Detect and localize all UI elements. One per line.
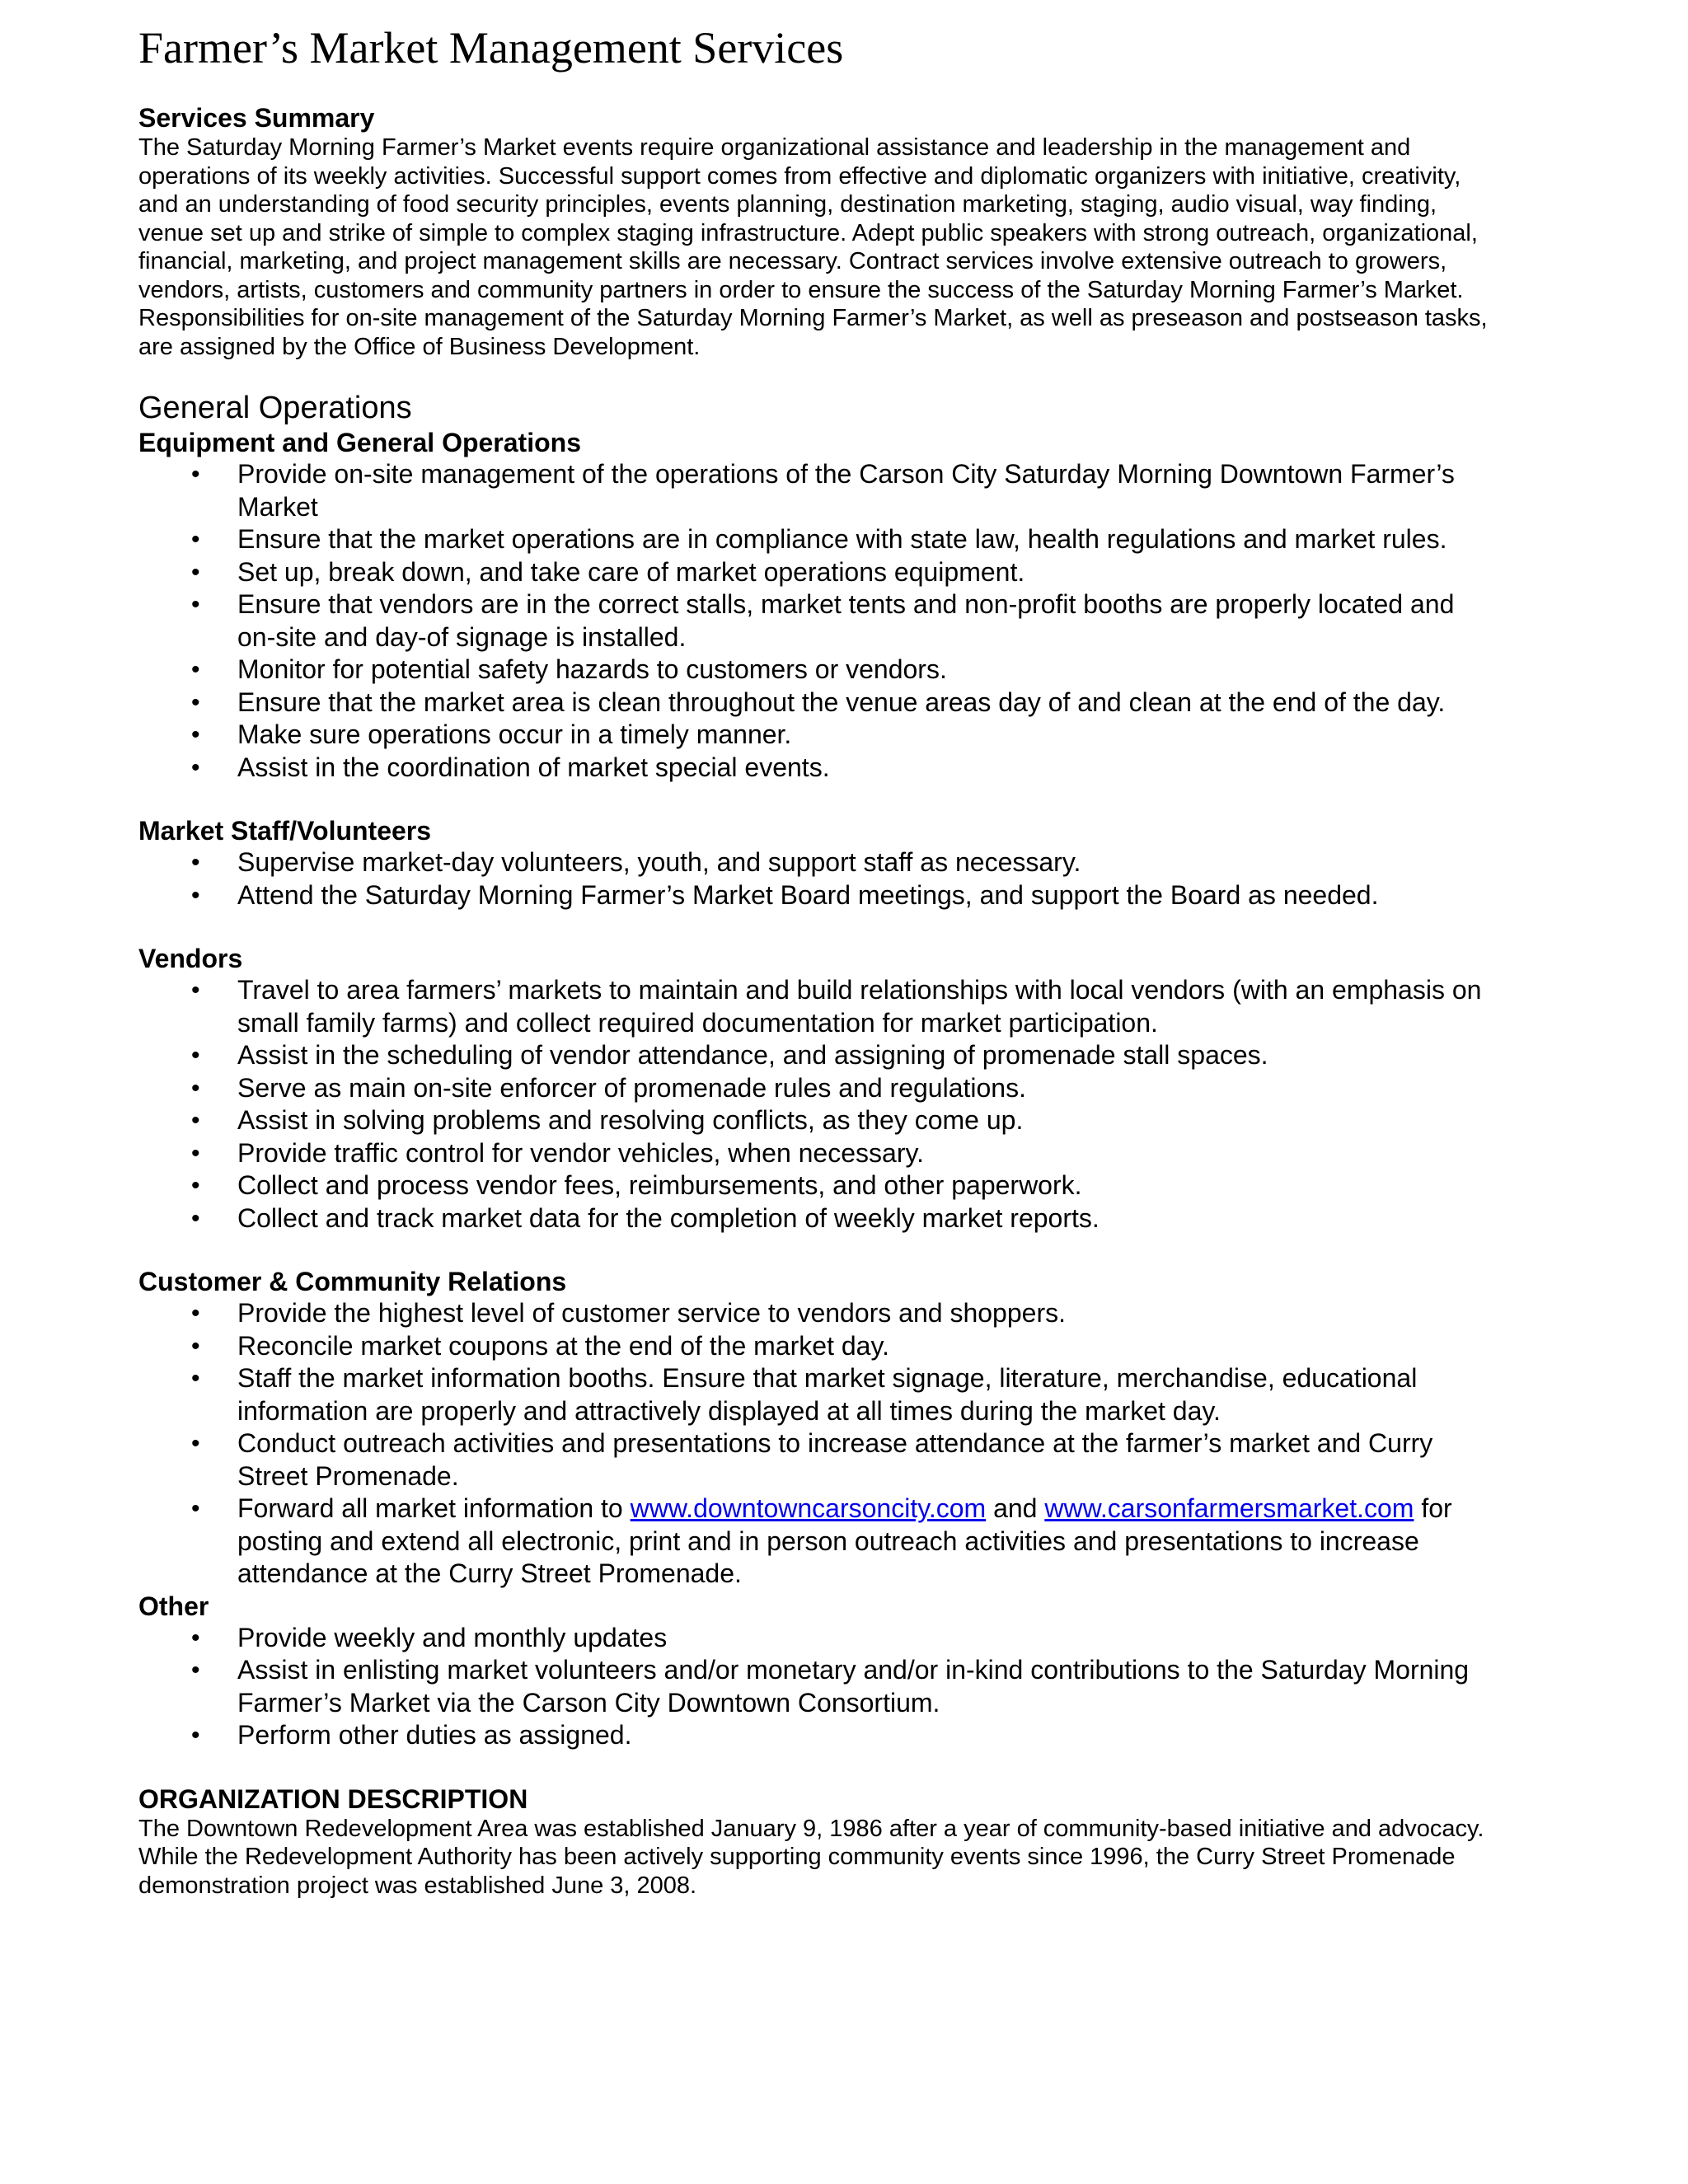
list-item-forward-info [138, 1493, 1556, 1591]
other-heading: Other [138, 1591, 209, 1621]
general-operations-heading: General Operations [138, 391, 412, 425]
downtown-carson-city-link[interactable]: www.downtowncarsoncity.com [630, 1493, 987, 1523]
summary-line: are assigned by the Office of Business Development. [138, 333, 701, 360]
item-line: posting and extend all electronic, print and in person outreach activities and presentations to increase [237, 1526, 1419, 1556]
item-line: Travel to area farmers’ markets to maintain and build relationships with local vendors (with an emphasis on [237, 975, 1482, 1005]
services-summary-heading: Services Summary [138, 103, 375, 133]
list-item [138, 1039, 1556, 1072]
bullet: • [191, 1300, 200, 1327]
summary-line: operations of its weekly activities. Successful support comes from effective and diplomatic organizers with initiative, creativity, [138, 162, 1461, 190]
item-line: Set up, break down, and take care of market operations equipment. [237, 556, 1025, 587]
item-line: Staff the market information booths. Ensure that market signage, literature, merchandise, educational [237, 1363, 1418, 1393]
item-line: Assist in enlisting market volunteers and/or monetary and/or in-kind contributions to the Saturday Morning [237, 1655, 1470, 1685]
item-line: Market [237, 491, 318, 522]
summary-line: financial, marketing, and project management skills are necessary. Contract services involve extensive outreach to growers, [138, 248, 1447, 274]
list-item [138, 974, 1556, 1039]
item-line: Reconcile market coupons at the end of the market day. [237, 1330, 889, 1361]
item-line: Assist in the coordination of market special events. [237, 752, 830, 782]
forward-suffix: for [1414, 1493, 1452, 1523]
bullet: • [191, 526, 200, 553]
summary-line: vendors, artists, customers and community partners in order to ensure the success of the Saturday Morning Farmer’s Market. [138, 276, 1464, 303]
item-line: Provide the highest level of customer service to vendors and shoppers. [237, 1298, 1066, 1328]
bullet: • [191, 1495, 200, 1522]
item-line [237, 1493, 1556, 1526]
list-item [138, 588, 1556, 654]
staff-list [138, 846, 1556, 912]
list-item [138, 719, 1556, 752]
list-item [138, 846, 1556, 879]
bullet: • [191, 1430, 200, 1457]
bullet: • [191, 849, 200, 876]
list-item [138, 879, 1556, 912]
item-line: Ensure that vendors are in the correct stalls, market tents and non-profit booths are properly located and [237, 589, 1455, 619]
list-item [138, 1622, 1556, 1655]
item-line: Ensure that the market area is clean throughout the venue areas day of and clean at the end of the day. [237, 687, 1446, 717]
item-line: Provide on-site management of the operations of the Carson City Saturday Morning Downtown Farmer’s [237, 459, 1455, 489]
summary-line: The Saturday Morning Farmer’s Market events require organizational assistance and leadership in the management and [138, 134, 1411, 161]
item-line: attendance at the Curry Street Promenade. [237, 1558, 742, 1588]
equipment-list [138, 458, 1556, 784]
list-item [138, 1427, 1556, 1493]
list-item [138, 1137, 1556, 1170]
vendors-heading: Vendors [138, 944, 243, 973]
bullet: • [191, 1722, 200, 1749]
summary-line: Responsibilities for on-site management of the Saturday Morning Farmer’s Market, as well as preseason and postseason tasks, [138, 305, 1488, 331]
item-line: Assist in solving problems and resolving conflicts, as they come up. [237, 1105, 1024, 1135]
document-title: Farmer’s Market Management Services [138, 23, 844, 73]
bullet: • [191, 656, 200, 683]
item-line: Collect and track market data for the completion of weekly market reports. [237, 1202, 1100, 1233]
list-item [138, 752, 1556, 785]
item-line: information are properly and attractively displayed at all times during the market day. [237, 1395, 1221, 1426]
bullet: • [191, 558, 200, 586]
list-item [138, 1330, 1556, 1363]
item-line: Serve as main on-site enforcer of promenade rules and regulations. [237, 1072, 1026, 1103]
bullet: • [191, 688, 200, 716]
org-line: The Downtown Redevelopment Area was established January 9, 1986 after a year of community-based initiative and advocacy. [138, 1815, 1484, 1842]
item-line: Monitor for potential safety hazards to customers or vendors. [237, 654, 947, 684]
org-line: While the Redevelopment Authority has been actively supporting community events since 1996, the Curry Street Promenade [138, 1844, 1456, 1870]
bullet: • [191, 1042, 200, 1069]
list-item [138, 654, 1556, 687]
item-line: Farmer’s Market via the Carson City Downtown Consortium. [237, 1687, 940, 1718]
org-line: demonstration project was established June 3, 2008. [138, 1872, 697, 1899]
bullet: • [191, 721, 200, 748]
list-item [138, 1104, 1556, 1137]
other-list [138, 1622, 1556, 1752]
carson-farmers-market-link[interactable]: www.carsonfarmersmarket.com [1044, 1493, 1414, 1523]
item-line: Supervise market-day volunteers, youth, and support staff as necessary. [237, 847, 1081, 877]
bullet: • [191, 1172, 200, 1199]
services-summary-section [138, 102, 1556, 361]
bullet: • [191, 1074, 200, 1102]
item-line: Provide traffic control for vendor vehicles, when necessary. [237, 1137, 924, 1168]
item-line: Make sure operations occur in a timely manner. [237, 719, 792, 749]
bullet: • [191, 1139, 200, 1167]
item-line: Perform other duties as assigned. [237, 1720, 632, 1750]
list-item [138, 1169, 1556, 1202]
bullet: • [191, 977, 200, 1004]
list-item [138, 1362, 1556, 1427]
list-item [138, 1297, 1556, 1330]
vendors-list [138, 974, 1556, 1235]
forward-prefix: Forward all market information to [237, 1493, 631, 1523]
staff-heading: Market Staff/Volunteers [138, 816, 432, 846]
customer-list [138, 1297, 1556, 1591]
bullet: • [191, 753, 200, 781]
bullet: • [191, 1204, 200, 1232]
summary-line: and an understanding of food security principles, events planning, destination marketing, staging, audio visual, way finding, [138, 191, 1437, 218]
item-line: small family farms) and collect required documentation for market participation. [237, 1007, 1158, 1038]
item-line: on-site and day-of signage is installed. [237, 621, 687, 652]
bullet: • [191, 461, 200, 488]
forward-middle: and [986, 1493, 1045, 1523]
item-line: Assist in the scheduling of vendor attendance, and assigning of promenade stall spaces. [237, 1040, 1268, 1070]
bullet: • [191, 1657, 200, 1684]
organization-text [138, 1815, 1556, 1900]
item-line: Collect and process vendor fees, reimbursements, and other paperwork. [237, 1170, 1082, 1200]
organization-heading: ORGANIZATION DESCRIPTION [138, 1783, 528, 1814]
list-item [138, 687, 1556, 719]
customer-heading: Customer & Community Relations [138, 1267, 567, 1296]
item-line: Ensure that the market operations are in compliance with state law, health regulations and market rules. [237, 524, 1447, 554]
list-item [138, 1072, 1556, 1105]
bullet: • [191, 1365, 200, 1392]
document-page [138, 20, 1556, 1900]
bullet: • [191, 1332, 200, 1360]
list-item [138, 1719, 1556, 1752]
services-summary-text [138, 134, 1556, 361]
bullet: • [191, 1624, 200, 1652]
item-line: Provide weekly and monthly updates [237, 1622, 668, 1652]
bullet: • [191, 881, 200, 909]
list-item [138, 1654, 1556, 1719]
item-line: Attend the Saturday Morning Farmer’s Market Board meetings, and support the Board as needed. [237, 879, 1379, 910]
summary-line: venue set up and strike of simple to complex staging infrastructure. Adept public speakers with strong outreach, organizational, [138, 219, 1478, 246]
bullet: • [191, 591, 200, 618]
list-item [138, 1202, 1556, 1235]
item-line: Street Promenade. [237, 1460, 459, 1491]
bullet: • [191, 1107, 200, 1134]
list-item [138, 523, 1556, 556]
list-item [138, 556, 1556, 589]
item-line: Conduct outreach activities and presentations to increase attendance at the farmer’s market and Curry [237, 1428, 1433, 1458]
list-item [138, 458, 1556, 523]
equipment-heading: Equipment and General Operations [138, 428, 581, 457]
